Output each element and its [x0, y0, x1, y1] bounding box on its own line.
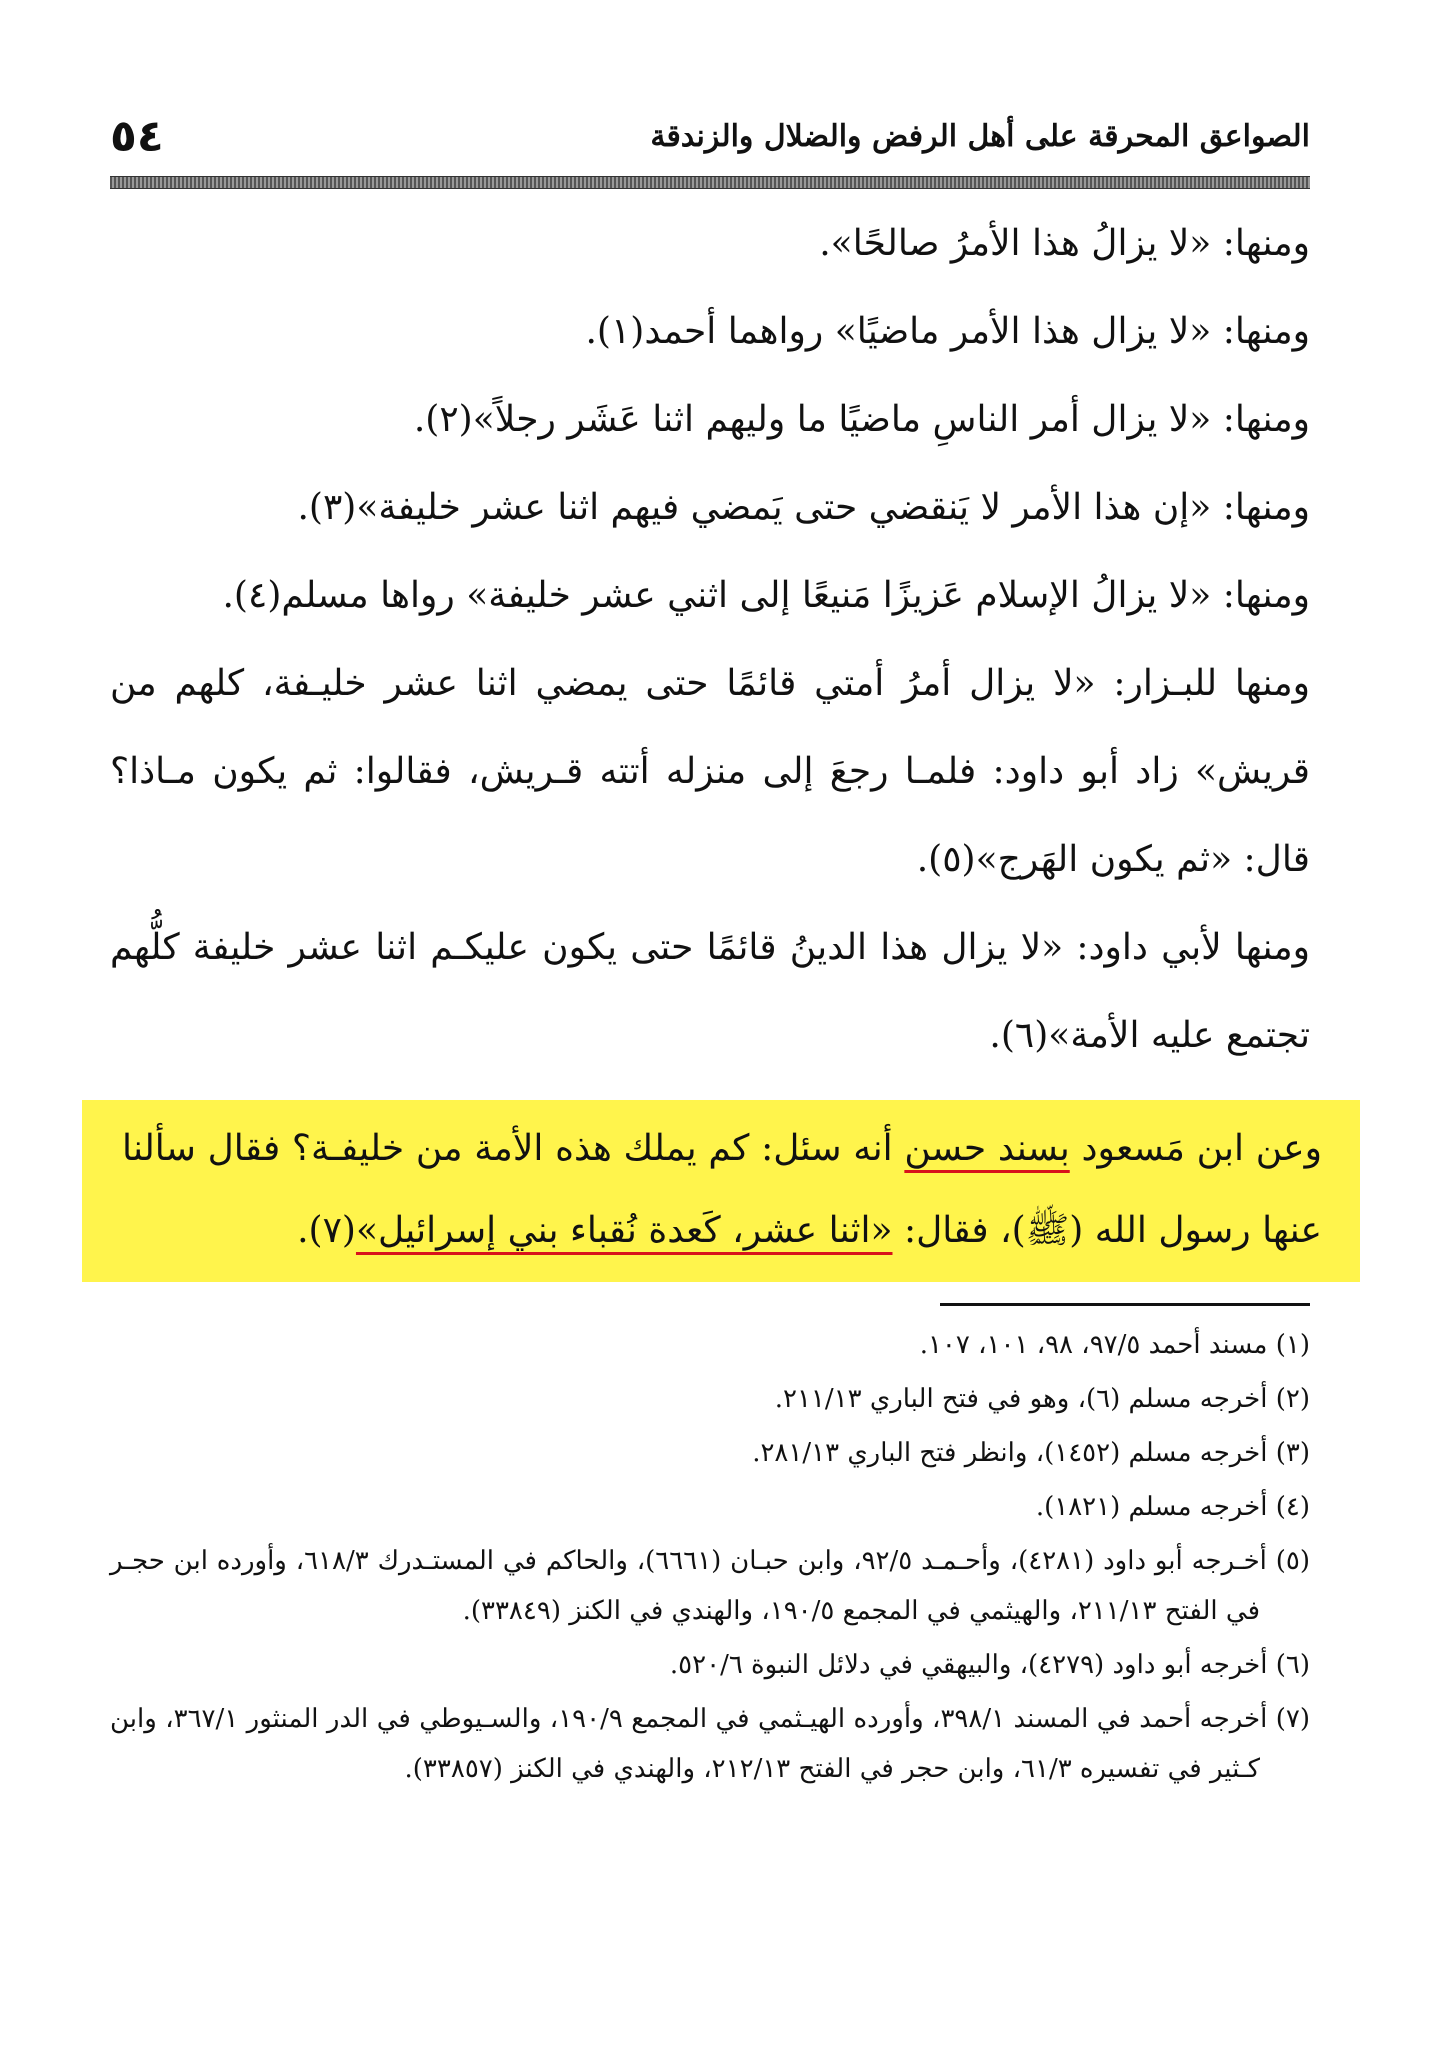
underlined-isnad: بسند حسن [904, 1128, 1070, 1169]
underlined-quote: «اثنا عشر، كَعدة نُقباء بني إسرائيل» [355, 1210, 893, 1251]
highlight-text-2: أنه سئل: كم يملك هذه الأمة من خليفـة؟ فقال سألنا عنها رسول الله (ﷺ)، فقال: [122, 1128, 1322, 1251]
footnote-divider [940, 1303, 1310, 1306]
footnote-4: (٤) أخرجه مسلم (١٨٢١). [1035, 1492, 1310, 1522]
paragraph-4: ومنها: «إن هذا الأمر لا يَنقضي حتى يَمضي فيهم اثنا عشر خليفة»(٣). [297, 487, 1310, 528]
paragraph-2: ومنها: «لا يزال هذا الأمر ماضيًا» رواهما أحمد(١). [585, 311, 1310, 352]
highlight-text-3: (٧). [297, 1210, 356, 1251]
footnote-7: (٧) أخرجه أحمد في المسند ٣٩٨/١، وأورده الهيـثمي في المجمع ١٩٠/٩، والسـيوطي في الدر المنثور ٣٦٧/١، وابن كـثير في تفسيره ٦١/٣، وابن حجر في الفتح ٢١٢/١٣، والهندي في الكنز (٣٣٨٥٧). [110, 1704, 1311, 1784]
highlighted-passage [82, 1100, 1360, 1282]
paragraph-6: ومنها للبـزار: «لا يزال أمرُ أمتي قائمًا حتى يمضي اثنا عشر خليـفة، كلهم من قريش» زاد أبو داود: فلمـا رجعَ إلى منزله أتته قـريش، فقالوا: ثم يكون مـاذا؟ قال: «ثم يكون الهَرج»(٥). [110, 663, 1310, 880]
page-number: ٥٤ [110, 110, 164, 162]
highlight-text-1: وعن ابن مَسعود [1069, 1128, 1322, 1169]
paragraph-7: ومنها لأبي داود: «لا يزال هذا الدينُ قائمًا حتى يكون عليكـم اثنا عشر خليفة كلُّهم تجتمع عليه الأمة»(٦). [110, 927, 1310, 1056]
highlighted-paragraph [122, 1108, 1322, 1272]
footnote-6: (٦) أخرجه أبو داود (٤٢٧٩)، والبيهقي في دلائل النبوة ٥٢٠/٦. [669, 1650, 1310, 1680]
footnotes [110, 1320, 1310, 1798]
header-divider [110, 176, 1310, 189]
paragraph-3: ومنها: «لا يزال أمر الناسِ ماضيًا ما وليهم اثنا عَشَر رجلاً»(٢). [413, 399, 1310, 440]
footnote-3: (٣) أخرجه مسلم (١٤٥٢)، وانظر فتح الباري ٢٨١/١٣. [752, 1438, 1310, 1468]
page-header [110, 108, 1310, 164]
main-text [110, 200, 1310, 1080]
running-title: الصواعق المحرقة على أهل الرفض والضلال والزندقة [650, 118, 1310, 154]
paragraph-1: ومنها: «لا يزالُ هذا الأمرُ صالحًا». [819, 223, 1310, 264]
footnote-1: (١) مسند أحمد ٩٧/٥، ٩٨، ١٠١، ١٠٧. [919, 1330, 1310, 1360]
footnote-2: (٢) أخرجه مسلم (٦)، وهو في فتح الباري ٢١١/١٣. [774, 1384, 1310, 1414]
paragraph-5: ومنها: «لا يزالُ الإسلام عَزيزًا مَنيعًا إلى اثني عشر خليفة» رواها مسلم(٤). [222, 575, 1310, 616]
footnote-5: (٥) أخـرجه أبو داود (٤٢٨١)، وأحـمـد ٩٢/٥، وابن حبـان (٦٦٦١)، والحاكم في المستـدرك ٦١٨/٣، وأورده ابن حجـر في الفتح ٢١١/١٣، والهيثمي في المجمع ١٩٠/٥، والهندي في الكنز (٣٣٨٤٩). [110, 1546, 1310, 1626]
